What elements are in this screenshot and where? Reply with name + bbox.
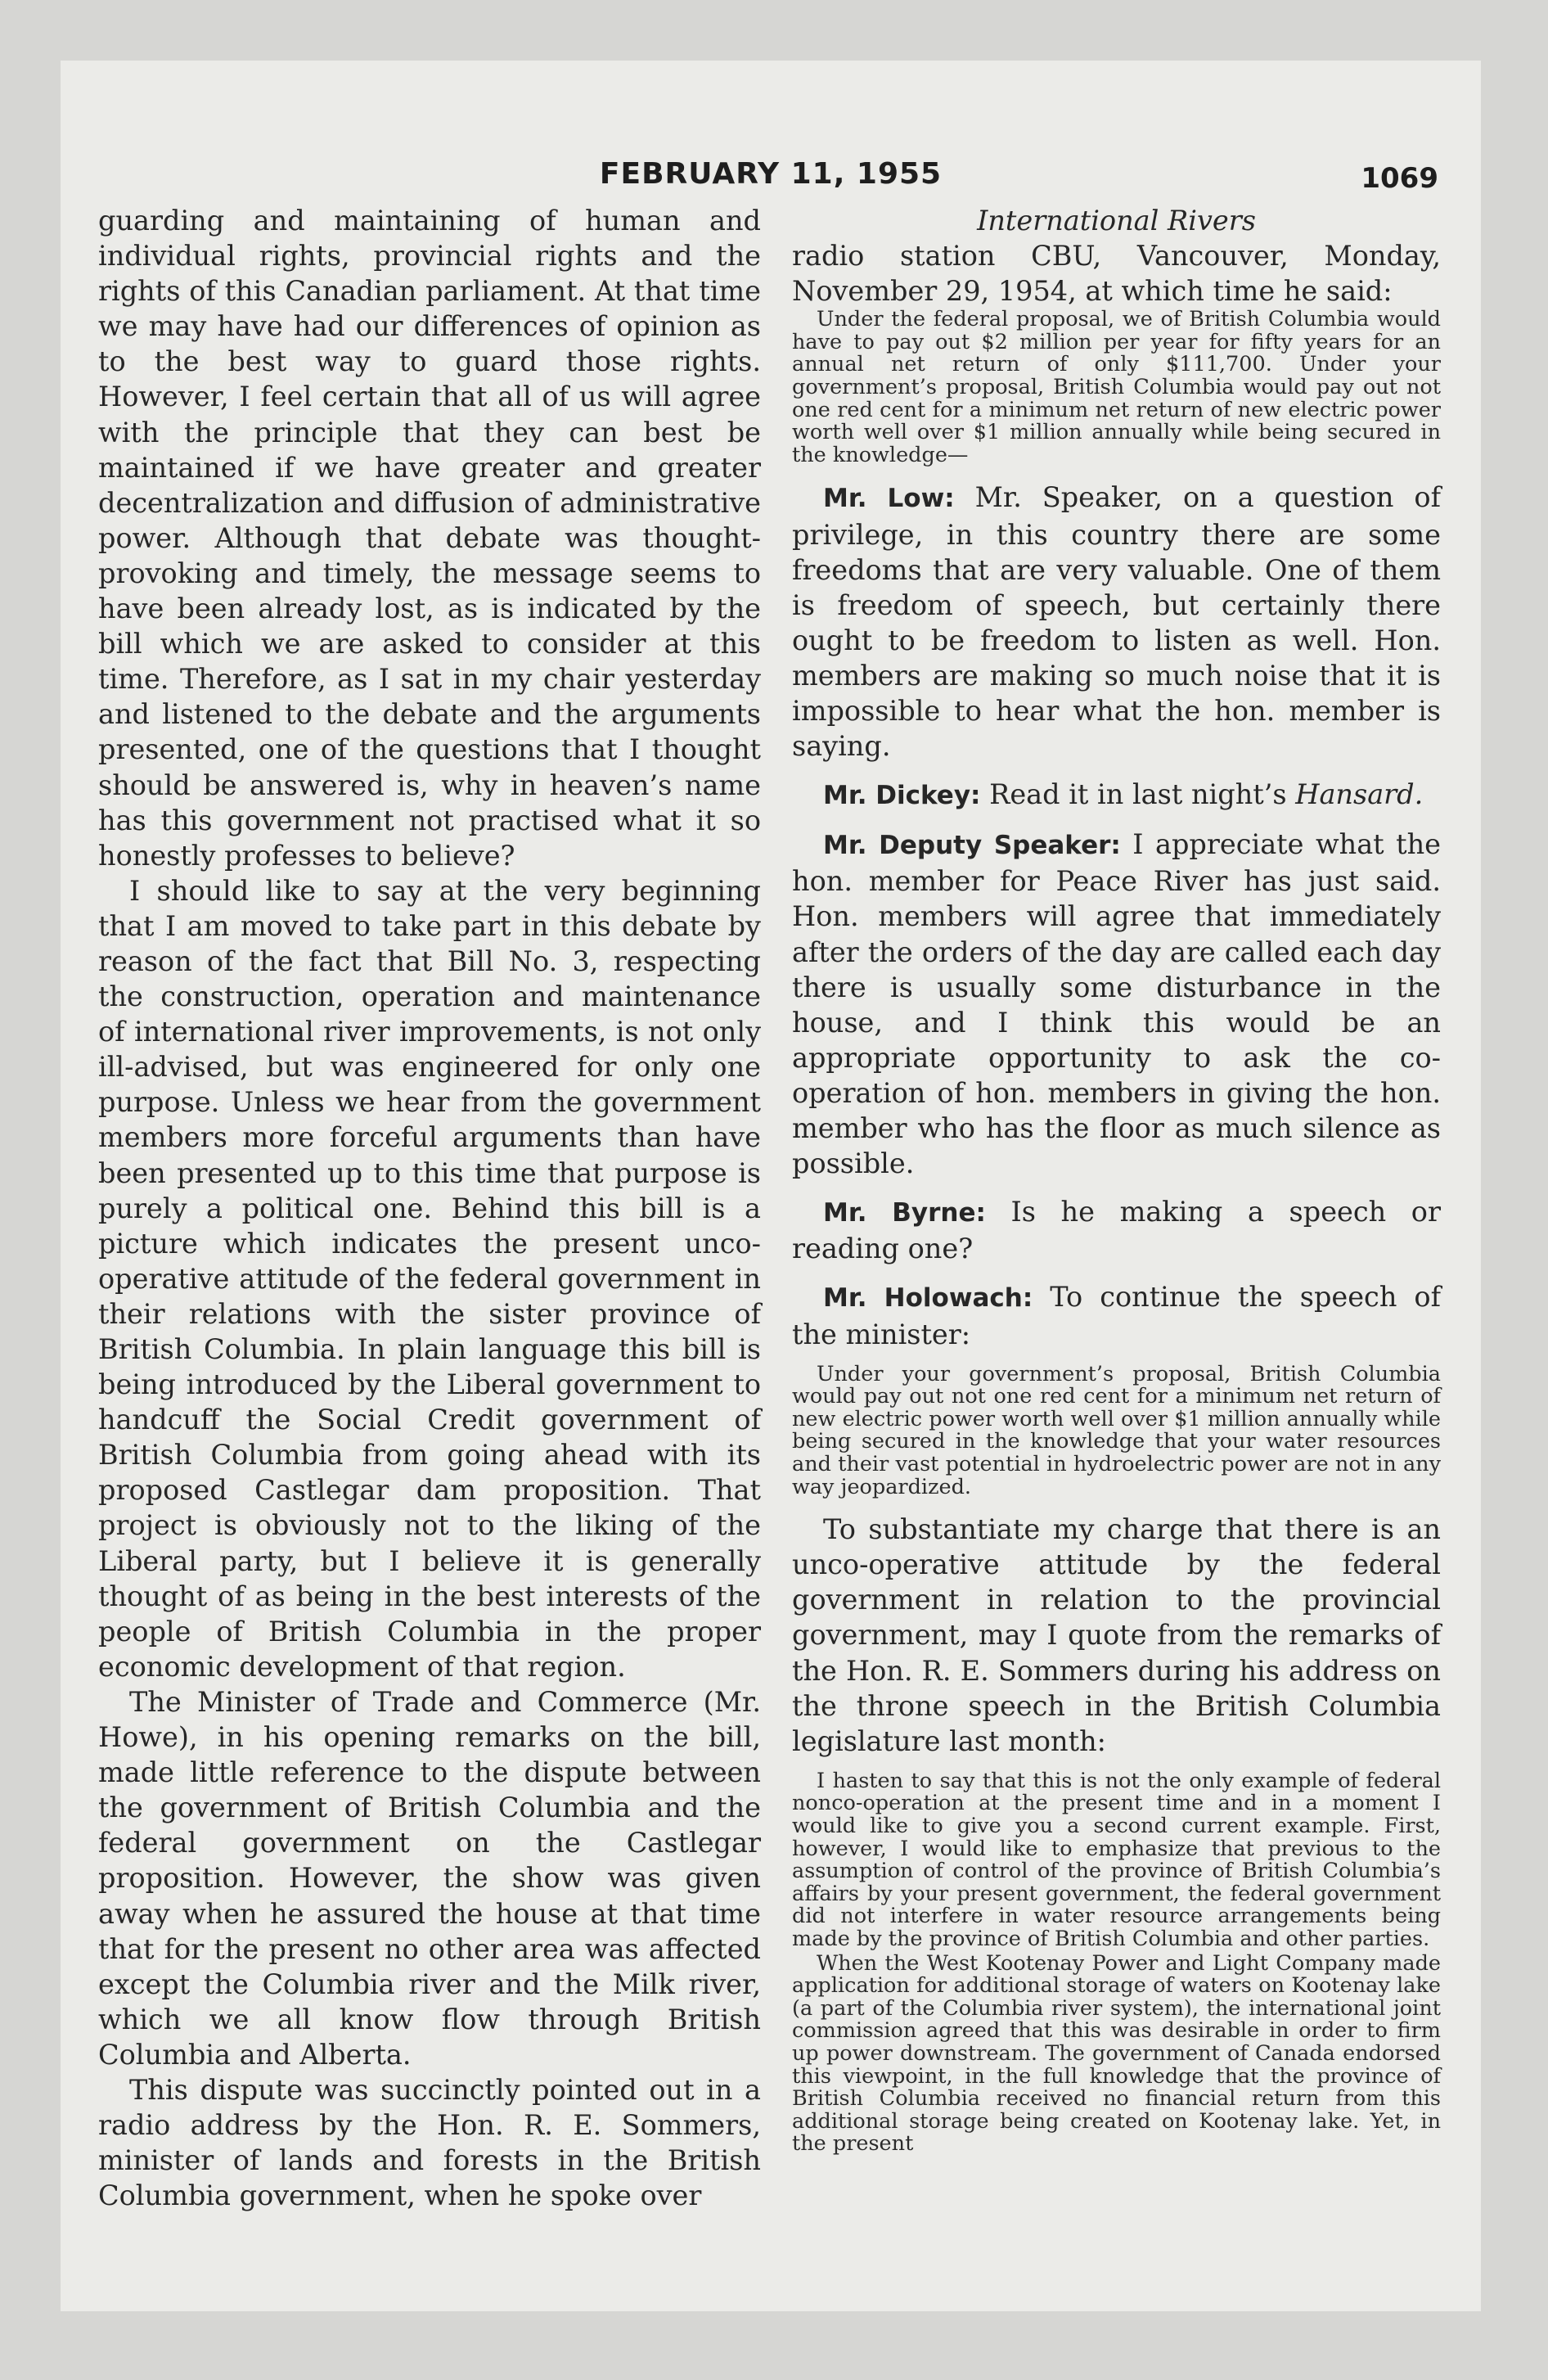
hansard-italic: Hansard.	[1295, 778, 1424, 811]
header-date: FEBRUARY 11, 1955	[599, 157, 943, 191]
substantiate-paragraph: To substantiate my charge that there is an unco-operative attitude by the federal government in relation to the provincial government, may I quote from the remarks of the Hon. R. E. Sommers during his address on the throne speech in the British Columbia legislature last month:	[792, 1513, 1441, 1757]
quote-block-1: Under the federal proposal, we of British Columbia would have to pay out $2 million per year for fifty years for an annual net return of only $111,700. Under your government’s proposal, British Columbia would pay out not one red cent for a minimum net return of new electric power worth well over $1 million annually while being secured in the knowledge—	[792, 307, 1441, 467]
running-subtitle: International Rivers	[977, 205, 1256, 237]
holowach-remark	[792, 1279, 1441, 1351]
speaker-byrne: Mr. Byrne:	[823, 1198, 986, 1228]
left-paragraph-4: This dispute was succinctly pointed out in a radio address by the Hon. R. E. Sommers, minister of lands and forests in the British Columbia government, when he spoke over	[98, 2073, 761, 2212]
quote-block-3: I hasten to say that this is not the only example of federal nonco-operation at the present time and in a moment I would like to give you a second current example. First, however, I would like to emphasize that previous to the assumption of control of the province of British Columbia’s affairs by your present government, the federal government did not interfere in water resource arrangements being made by the province of British Columbia and other parties.	[792, 1768, 1441, 1951]
right-column	[792, 203, 1441, 2169]
left-paragraph-1: guarding and maintaining of human and individual rights, provincial rights and the rights of this Canadian parliament. At that time we may have had our differences of opinion as to the best way to guard those rights. However, I feel certain that all of us will agree with the principle that they can best be maintained if we have greater and greater decentralization and diffusion of administrative power. Although that debate was thought-provoking and timely, the message seems to have been already lost, as is indicated by the bill which we are asked to consider at this time. Therefore, as I sat in my chair yesterday and listened to the debate and the arguments presented, one of the questions that I thought should be answered is, why in heaven’s name has this government not practised what it so honestly professes to believe?	[98, 205, 761, 872]
quote-block-2: Under your government’s proposal, British Columbia would pay out not one red cent for a minimum net return of new electric power worth well over $1 million annually while being secured in the knowledge that your water resources and their vast potential in hydroelectric power are not in any way jeopardized.	[792, 1361, 1441, 1499]
speaker-deputy: Mr. Deputy Speaker:	[823, 831, 1121, 861]
byrne-remark	[792, 1194, 1441, 1266]
right-intro: radio station CBU, Vancouver, Monday, November 29, 1954, at which time he said:	[792, 240, 1441, 308]
deputy-speaker-remark	[792, 827, 1441, 1181]
left-paragraph-2: I should like to say at the very beginning that I am moved to take part in this debate by reason of the fact that Bill No. 3, respecting the construction, operation and maintenance of international river improvements, is not only ill-advised, but was engineered for only one purpose. Unless we hear from the government members more forceful arguments than have been presented up to this time that purpose is purely a political one. Behind this bill is a picture which indicates the present unco-operative attitude of the federal government in their relations with the sister province of British Columbia. In plain language this bill is being introduced by the Liberal government to handcuff the Social Credit government of British Columbia from going ahead with its proposed Castlegar dam proposition. That project is obviously not to the liking of the Liberal party, but I believe it is generally thought of as being in the best interests of the people of British Columbia in the proper economic development of that region.	[98, 874, 761, 1683]
speaker-low: Mr. Low:	[823, 484, 955, 514]
quote-block-4: When the West Kootenay Power and Light Company made application for additional storage of waters on Kootenay lake (a part of the Columbia river system), the international joint commission agreed that this was desirable in order to firm up power downstream. The government of Canada endorsed this viewpoint, in the full knowledge that the province of British Columbia received no financial return from this additional storage being created on Kootenay lake. Yet, in the present	[792, 1950, 1441, 2157]
low-text: Mr. Speaker, on a question of privilege, in this country there are some freedoms that are very valuable. One of them is freedom of speech, but certainly there ought to be freedom to listen as well. Hon. members are making so much noise that it is impossible to hear what the hon. member is saying.	[792, 481, 1441, 763]
left-column	[98, 203, 761, 2213]
left-paragraph-3: The Minister of Trade and Commerce (Mr. Howe), in his opening remarks on the bill, made little reference to the dispute between the government of British Columbia and the federal government on the Castlegar proposition. However, the show was given away when he assured the house at that time that for the present no other area was affected except the Columbia river and the Milk river, which we all know flow through British Columbia and Alberta.	[98, 1685, 761, 2071]
speaker-dickey: Mr. Dickey:	[823, 781, 981, 811]
byrne-text: Is he making a speech or reading one?	[792, 1196, 1441, 1265]
dickey-text: Read it in last night’s	[989, 778, 1287, 811]
dickey-remark	[792, 777, 1441, 814]
holowach-text: To continue the speech of the minister:	[792, 1281, 1441, 1350]
page-number: 1069	[1361, 162, 1438, 195]
page-header	[61, 154, 1481, 203]
deputy-text: I appreciate what the hon. member for Peace River has just said. Hon. members will agree that immediately after the orders of the day are called each day there is usually some disturbance in the house, and I think this would be an appropriate opportunity to ask the co-operation of hon. members in giving the hon. member who has the floor as much silence as possible.	[792, 828, 1441, 1180]
speaker-holowach: Mr. Holowach:	[823, 1283, 1033, 1314]
low-remark	[792, 480, 1441, 764]
